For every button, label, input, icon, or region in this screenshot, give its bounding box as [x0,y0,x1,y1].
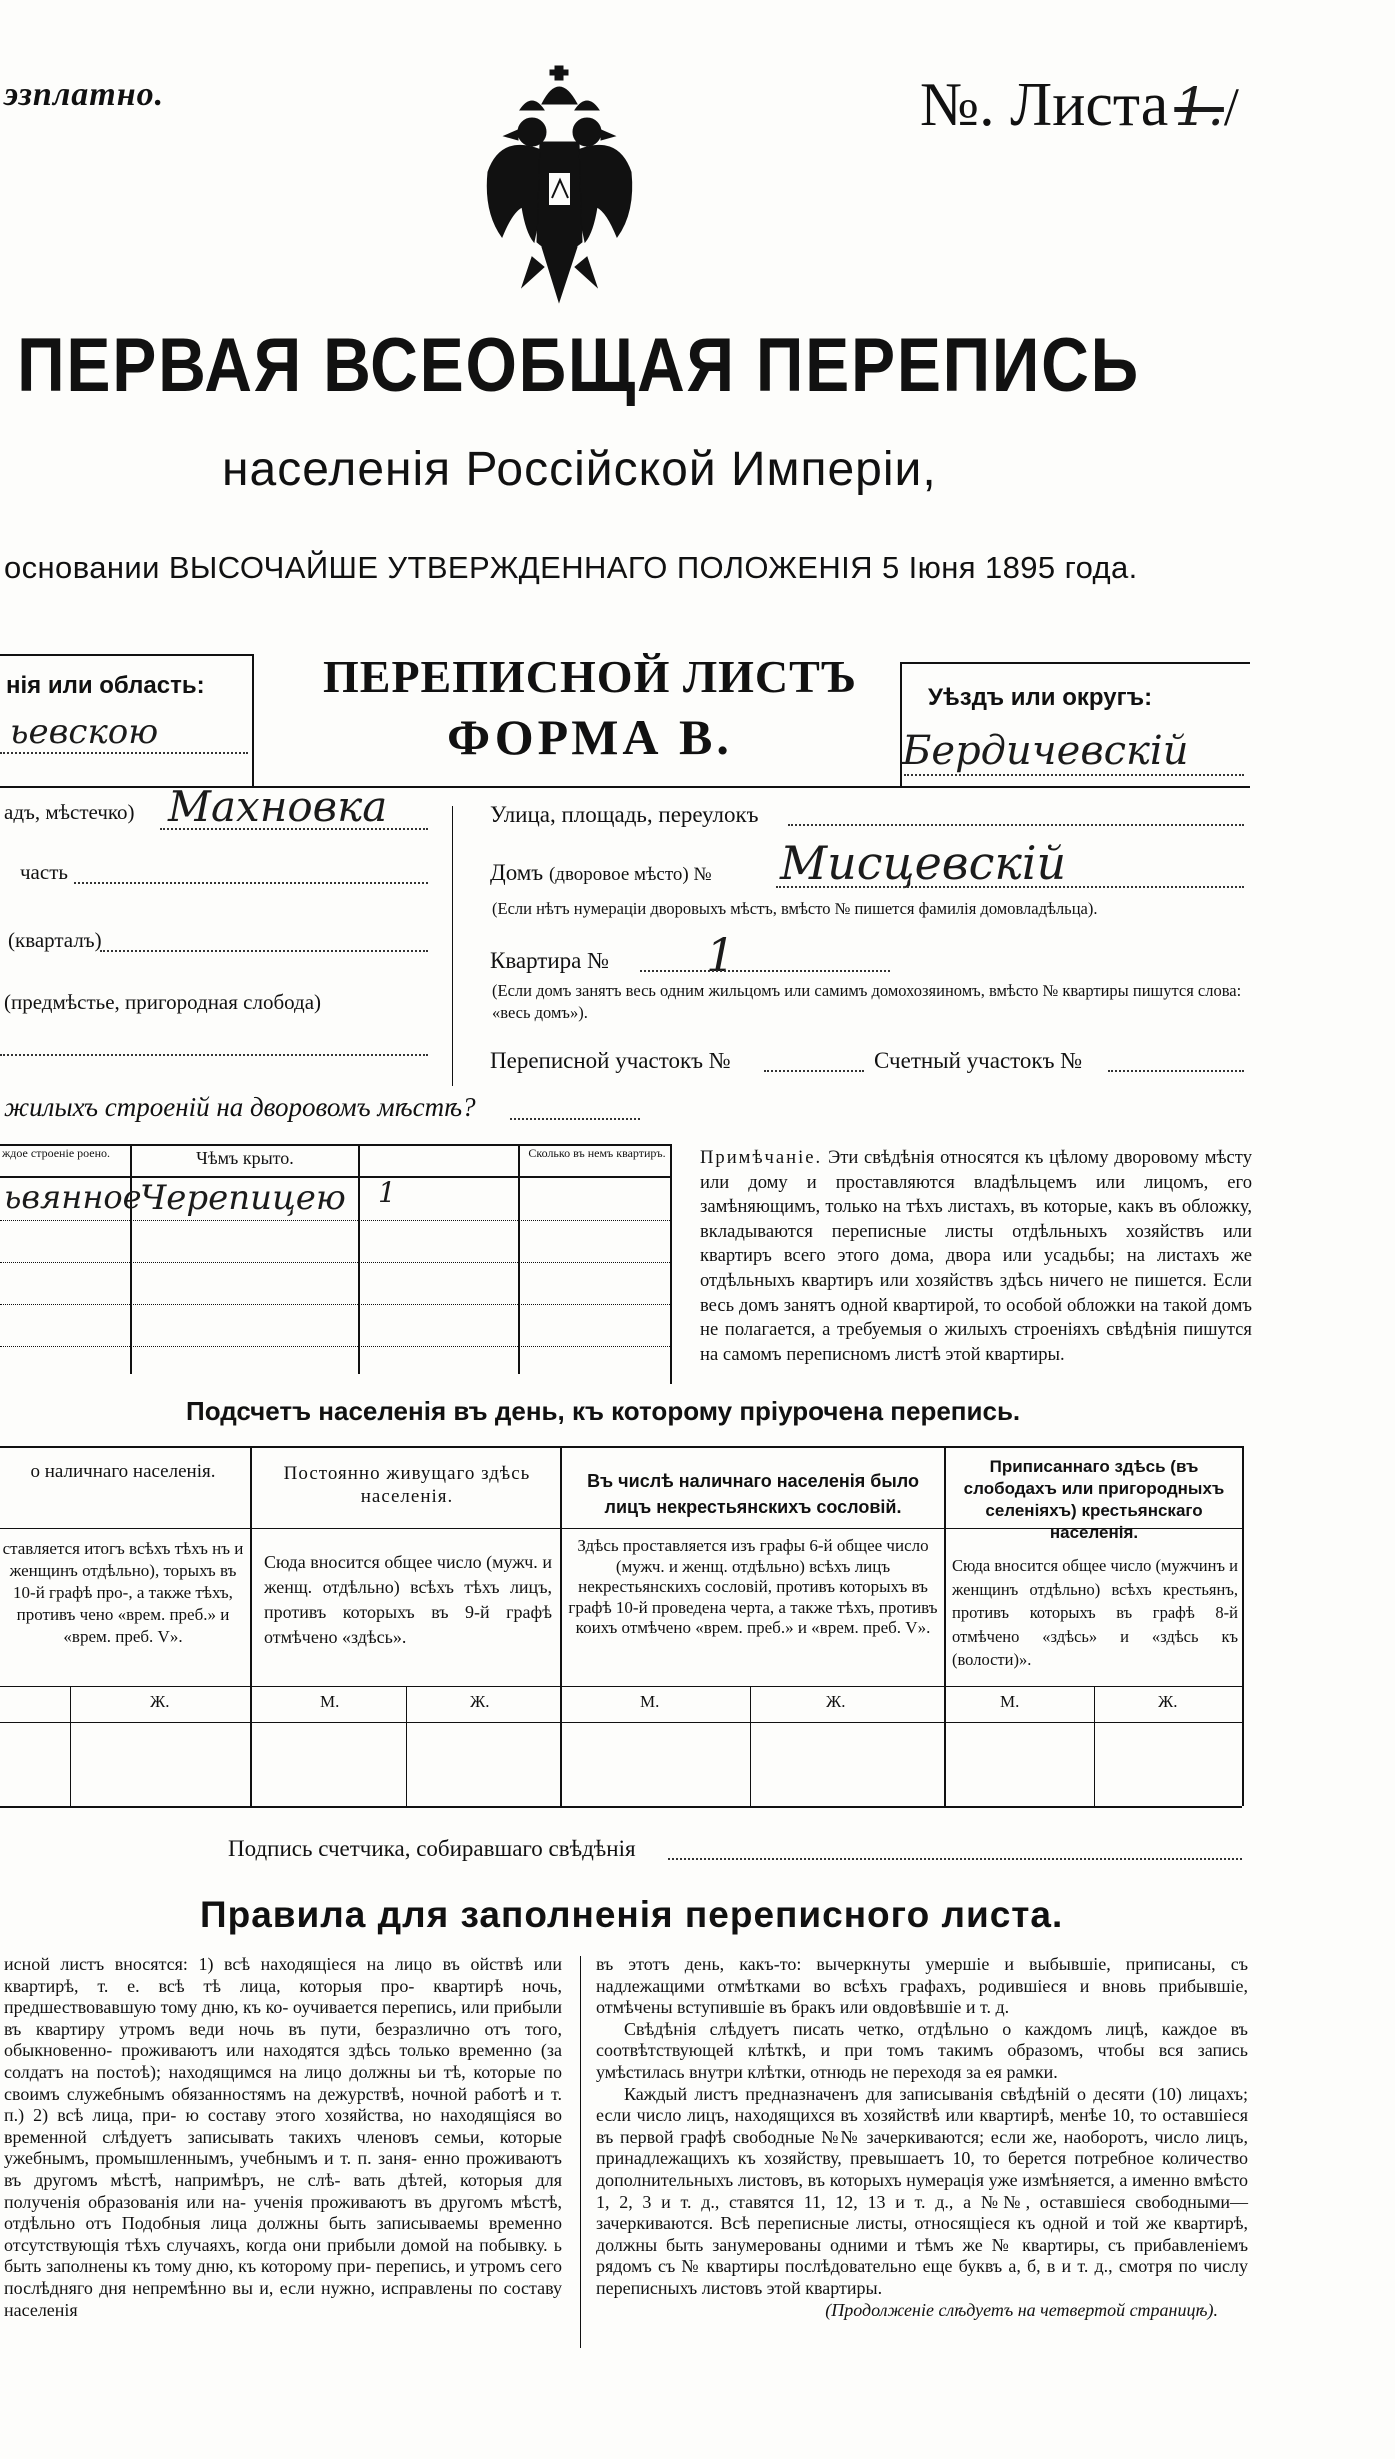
buildings-question: жилыхъ строеній на дворовомъ мѣстѣ? [4,1092,476,1122]
buildings-row1-apartments: 1 [378,1176,396,1209]
main-title: ПЕРВАЯ ВСЕОБЩАЯ ПЕРЕПИСЬ [17,323,1140,408]
district-label: Уѣздъ или округъ: [928,684,1153,711]
rules-right-p2: Свѣдѣнія слѣдуетъ писать четко, отдѣльно о каждомъ лицѣ, каждое въ соотвѣтствующей клѣткѣ, и при томъ такимъ образомъ, чтобы вся запись умѣстилась внутри клѣтки, отнюдь не переходя за ея рамки. [596,2018,1248,2082]
count-col2-header: Постоянно живущаго здѣсь населенія. [283,1463,531,1507]
rules-right-p1: въ этотъ день, какъ-то: вычеркнуты умершіе и выбывшіе, приписаны, съ надлежащими отмѣтками во всѣхъ графахъ, родившіеся и вновь прибывшіе, отмѣчены вступившіе въ бракъ или овдовѣвшіе и т. д. [596,1954,1248,2018]
form-title: ПЕРЕПИСНОЙ ЛИСТЪ [322,651,858,702]
buildings-col1-header: ждое строеніе роено. [2,1146,111,1160]
apartment-note: (Если домъ занятъ весь одним жильцомъ или самимъ домохозяиномъ, вмѣсто № квартиры пишутся слова: «весь домъ»). [492,981,1242,1022]
count-col3-body: Здѣсь проставляется изъ графы 6-й общее число (мужч. и женщ. отдѣльно) всѣхъ лицъ некрестьянскихъ сословій, противъ которыхъ въ графѣ 10-й проведена черта, а также тѣхъ, противъ коихъ отмѣчено «врем. преб.» и «врем. преб. V». [568,1536,938,1637]
count-col1-header: о наличнаго населенія. [30,1461,216,1482]
form-letter: ФОРМА В. [447,709,733,765]
count-col2-male: М. [320,1692,340,1711]
suburb-label: (предмѣстье, пригородная слобода) [4,990,322,1014]
place-value: Махновка [168,782,388,831]
sheet-number-label: №. Листа 1./ [920,71,1239,139]
rules-right-column [596,1954,1248,2321]
buildings-col2-header: Чѣмъ крыто. [196,1148,294,1168]
buildings-row1-material: ьвянное [4,1178,142,1216]
count-col4-body: Сюда вносится общее число (мужчинъ и женщинъ отдѣльно) всѣхъ крестьянъ, противъ которыхъ въ графѣ 8-й отмѣчено «здѣсь» и «здѣсь къ (волости)». [952,1556,1238,1669]
census-district-label: Переписной участокъ № [490,1048,731,1073]
province-value: ьевскою [10,712,159,752]
count-col2-body: Сюда вносится общее число (мужч. и женщ. отдѣльно) всѣхъ тѣхъ лицъ, противъ которыхъ въ 9-й графѣ отмѣчено «здѣсь». [264,1552,552,1647]
imperial-eagle-emblem [482,62,637,322]
quarter-label: (кварталъ) [8,928,102,952]
count-col1-body: ставляется итогъ всѣхъ тѣхъ нъ и женщинъ отдѣльно), торыхъ въ 10-й графѣ про-, а также тѣхъ, противъ ченo «врем. преб.» и «врем. преб. V». [2,1539,244,1646]
part-label: часть [20,860,68,884]
apartment-label: Квартира № [490,948,610,973]
count-district-label: Счетный участокъ № [874,1048,1083,1073]
place-label: адъ, мѣстечко) [4,800,135,824]
count-col4-header: Приписаннаго здѣсь (въ слободахъ или пригородныхъ селеніяхъ) крестьянскаго населенія. [963,1457,1225,1542]
count-col3-female: Ж. [826,1692,846,1711]
rules-left-column: исной листъ вносятся: 1) всѣ находящіеся на лицо въ ойствѣ или квартирѣ, т. е. всѣ тѣ лица, которыя про- квартирѣ ночь, предшествовавшую тому дню, къ ко- оучивается перепись, или прибыли въ квартиру утромъ веди ночь въ пути, безразлично отъ того, обыкновенно- проживаютъ или находятся здѣсь только временно (за солдатъ на постоѣ); находящимся на лицо должны ьи тѣ, которые по своимъ служебнымъ обязанностямъ на дежурствѣ, ночной работѣ и т. п.) 2) всѣ лица, при- ю составу этого хозяйства, но находящіяся во временной слѣдуетъ записывать такихъ членовъ семьи, которые ужебнымъ, промышленнымъ, учебнымъ и т. п. заня- енно проживаютъ въ другомъ мѣстѣ, напримѣръ, не слѣ- вать дѣтей, которыя для полученія образованія или на- ученія проживаютъ въ другомъ мѣстѣ, отдѣльно отъ Подобныя лица должны быть записываемы временно отсутствующія тѣхъ случаяхъ, когда они прибыли домой на побывку. ь быть заполнены къ тому дню, къ которому при- перепись, и утромъ сего послѣдняго дня непремѣнно вы и, если нужно, исправлены по составу населенія [4,1954,562,2320]
count-title: Подсчетъ населенія въ день, къ которому пріурочена перепись. [186,1396,1021,1426]
signature-label: Подпись счетчика, собиравшаго свѣдѣнія [228,1836,636,1861]
district-value: Бердичевскій [902,728,1189,774]
house-label: Домъ (дворовое мѣсто) № [490,860,712,885]
free-label: эзплатно. [4,76,165,113]
subtitle: населенія Россійской Имперіи, [222,443,937,496]
rules-title: Правила для заполненія переписного листа. [200,1894,1064,1935]
buildings-row1-roof: Черепицею [140,1178,346,1218]
count-col3-male: М. [640,1692,660,1711]
count-col1-female: Ж. [150,1692,170,1711]
count-col2-female: Ж. [470,1692,490,1711]
count-col4-female: Ж. [1158,1692,1178,1711]
apartment-value: 1 [706,928,736,982]
street-label: Улица, площадь, переулокъ [490,802,759,827]
rules-continued: (Продолженіе слѣдуетъ на четвертой страницѣ). [825,2299,1218,2320]
sheet-number-value: 1. [1174,78,1224,138]
buildings-col3-header: Сколько въ немъ квартиръ. [528,1146,666,1160]
province-label: нія или область: [6,672,205,699]
note-text: Примѣчаніе. Эти свѣдѣнія относятся къ цѣлому дворовому мѣсту или дому и проставляются владѣльцемъ или лицомъ, его замѣняющимъ, только на тѣхъ листахъ, въ которые, какъ въ обложку, вкладываются переписные листы отдѣльныхъ хозяйствъ или квартиръ всего этого дома, двора или усадьбы; на листахъ же отдѣльныхъ квартиръ или хозяйствъ здѣсь ничего не пишется. Если весь домъ занятъ одной квартирой, то особой обложки на такой домъ не полагается, а требуемыя о жилыхъ строеніяхъ свѣдѣнія пишутся на самомъ переписномъ листѣ этой квартиры. [700,1147,1252,1365]
house-note: (Если нѣтъ нумераціи дворовыхъ мѣстъ, вмѣсто № пишется фамилія домовладѣльца). [492,899,1098,918]
count-col4-male: М. [1000,1692,1020,1711]
basis-line: основании ВЫСОЧАЙШЕ УТВЕРЖДЕННАГО ПОЛОЖЕНІЯ 5 Іюня 1895 года. [4,550,1138,585]
rules-right-p3: Каждый листъ предназначенъ для записыванія свѣдѣній о десяти (10) лицахъ; если число лицъ, находящихся въ хозяйствѣ или квартирѣ, менѣе 10, то оставшіеся въ первой графѣ свободные №№ зачеркиваются; если же, наоборотъ, число лицъ, принадлежащихъ къ хозяйству, превышаетъ 10, то берется потребное количество дополнительныхъ листовъ, въ которыхъ нумерація уже измѣняется, а именно вмѣсто 1, 2, 3 и т. д., ставятся 11, 12, 13 и т. д., а №№, оставшіеся свободными—зачеркиваются. Всѣ переписные листы, относящіеся къ одной и той же квартирѣ, должны быть занумерованы одними и тѣмъ же № квартиры, съ прибавленіемъ рядомъ съ № квартиры послѣдовательно еще буквъ а, б, в и т. д., смотря по числу переписныхъ листовъ этой квартиры. [596,2083,1248,2298]
count-col3-header: Въ числѣ наличнаго населенія было лицъ некрестьянскихъ сословій. [587,1471,919,1517]
house-value: Мисцевскій [780,836,1067,890]
